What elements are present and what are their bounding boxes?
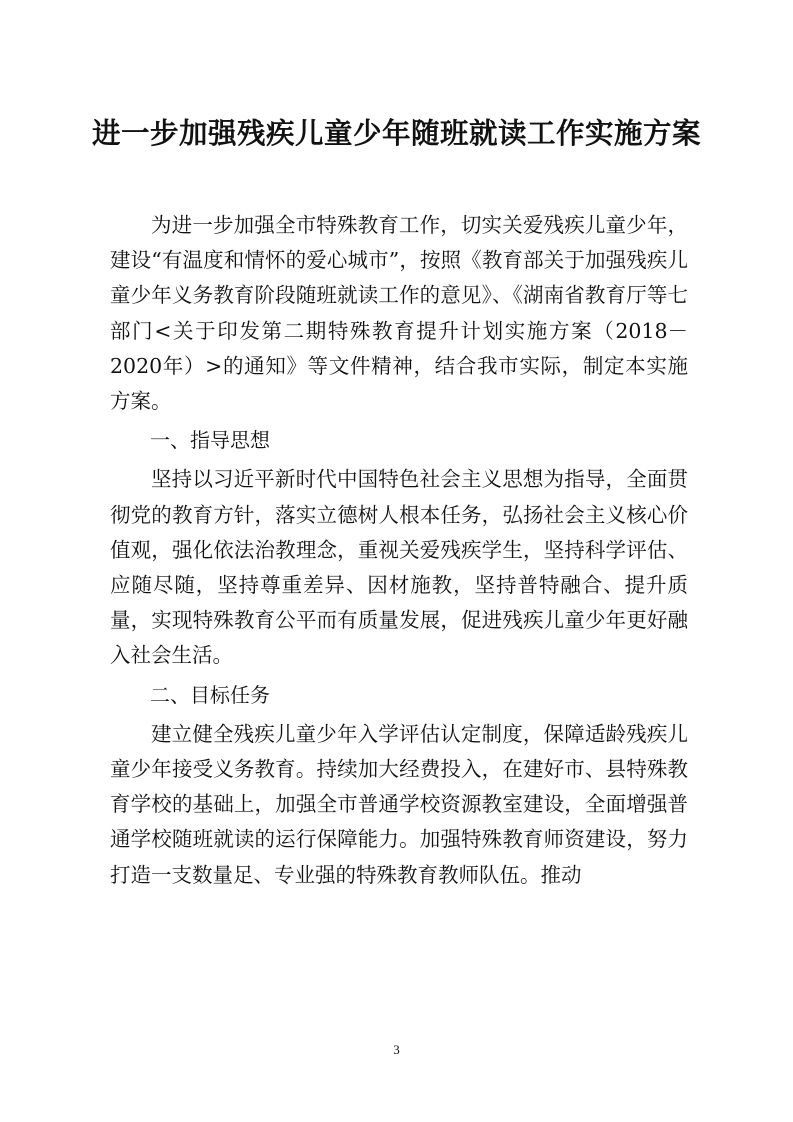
section-heading-objectives: 二、目标任务 xyxy=(150,682,270,707)
section-paragraph-guiding-ideology: 坚持以习近平新时代中国特色社会主义思想为指导，全面贯彻党的教育方针，落实立德树人根本任务，弘扬社会主义核心价值观，强化依法治教理念，重视关爱残疾学生，坚持科学评估、应随尽随，坚持尊重差异、因材施教，坚持普特融合、提升质量，实现特殊教育公平而有质量发展，促进残疾儿童少年更好融入社会生活。 xyxy=(110,467,688,668)
document-title: 进一步加强残疾儿童少年随班就读工作实施方案 xyxy=(91,116,701,150)
page-number: 3 xyxy=(393,1042,400,1057)
section-paragraph-objectives: 建立健全残疾儿童少年入学评估认定制度，保障适龄残疾儿童少年接受义务教育。持续加大经费投入，在建好市、县特殊教育学校的基础上，加强全市普通学校资源教室建设，全面增强普通学校随班就读的运行保障能力。加强特殊教育师资建设，努力打造一支数量足、专业强的特殊教育教师队伍。推动 xyxy=(110,721,688,887)
section-heading-guiding-ideology: 一、指导思想 xyxy=(150,428,270,453)
document-body xyxy=(110,208,688,893)
intro-paragraph: 为进一步加强全市特殊教育工作，切实关爱残疾儿童少年，建设“有温度和情怀的爱心城市”，按照《教育部关于加强残疾儿童少年义务教育阶段随班就读工作的意见》、《湖南省教育厅等七部门<关于印发第二期特殊教育提升计划实施方案（2018－2020年）>的通知》等文件精神，结合我市实际，制定本实施方案。 xyxy=(110,213,688,414)
